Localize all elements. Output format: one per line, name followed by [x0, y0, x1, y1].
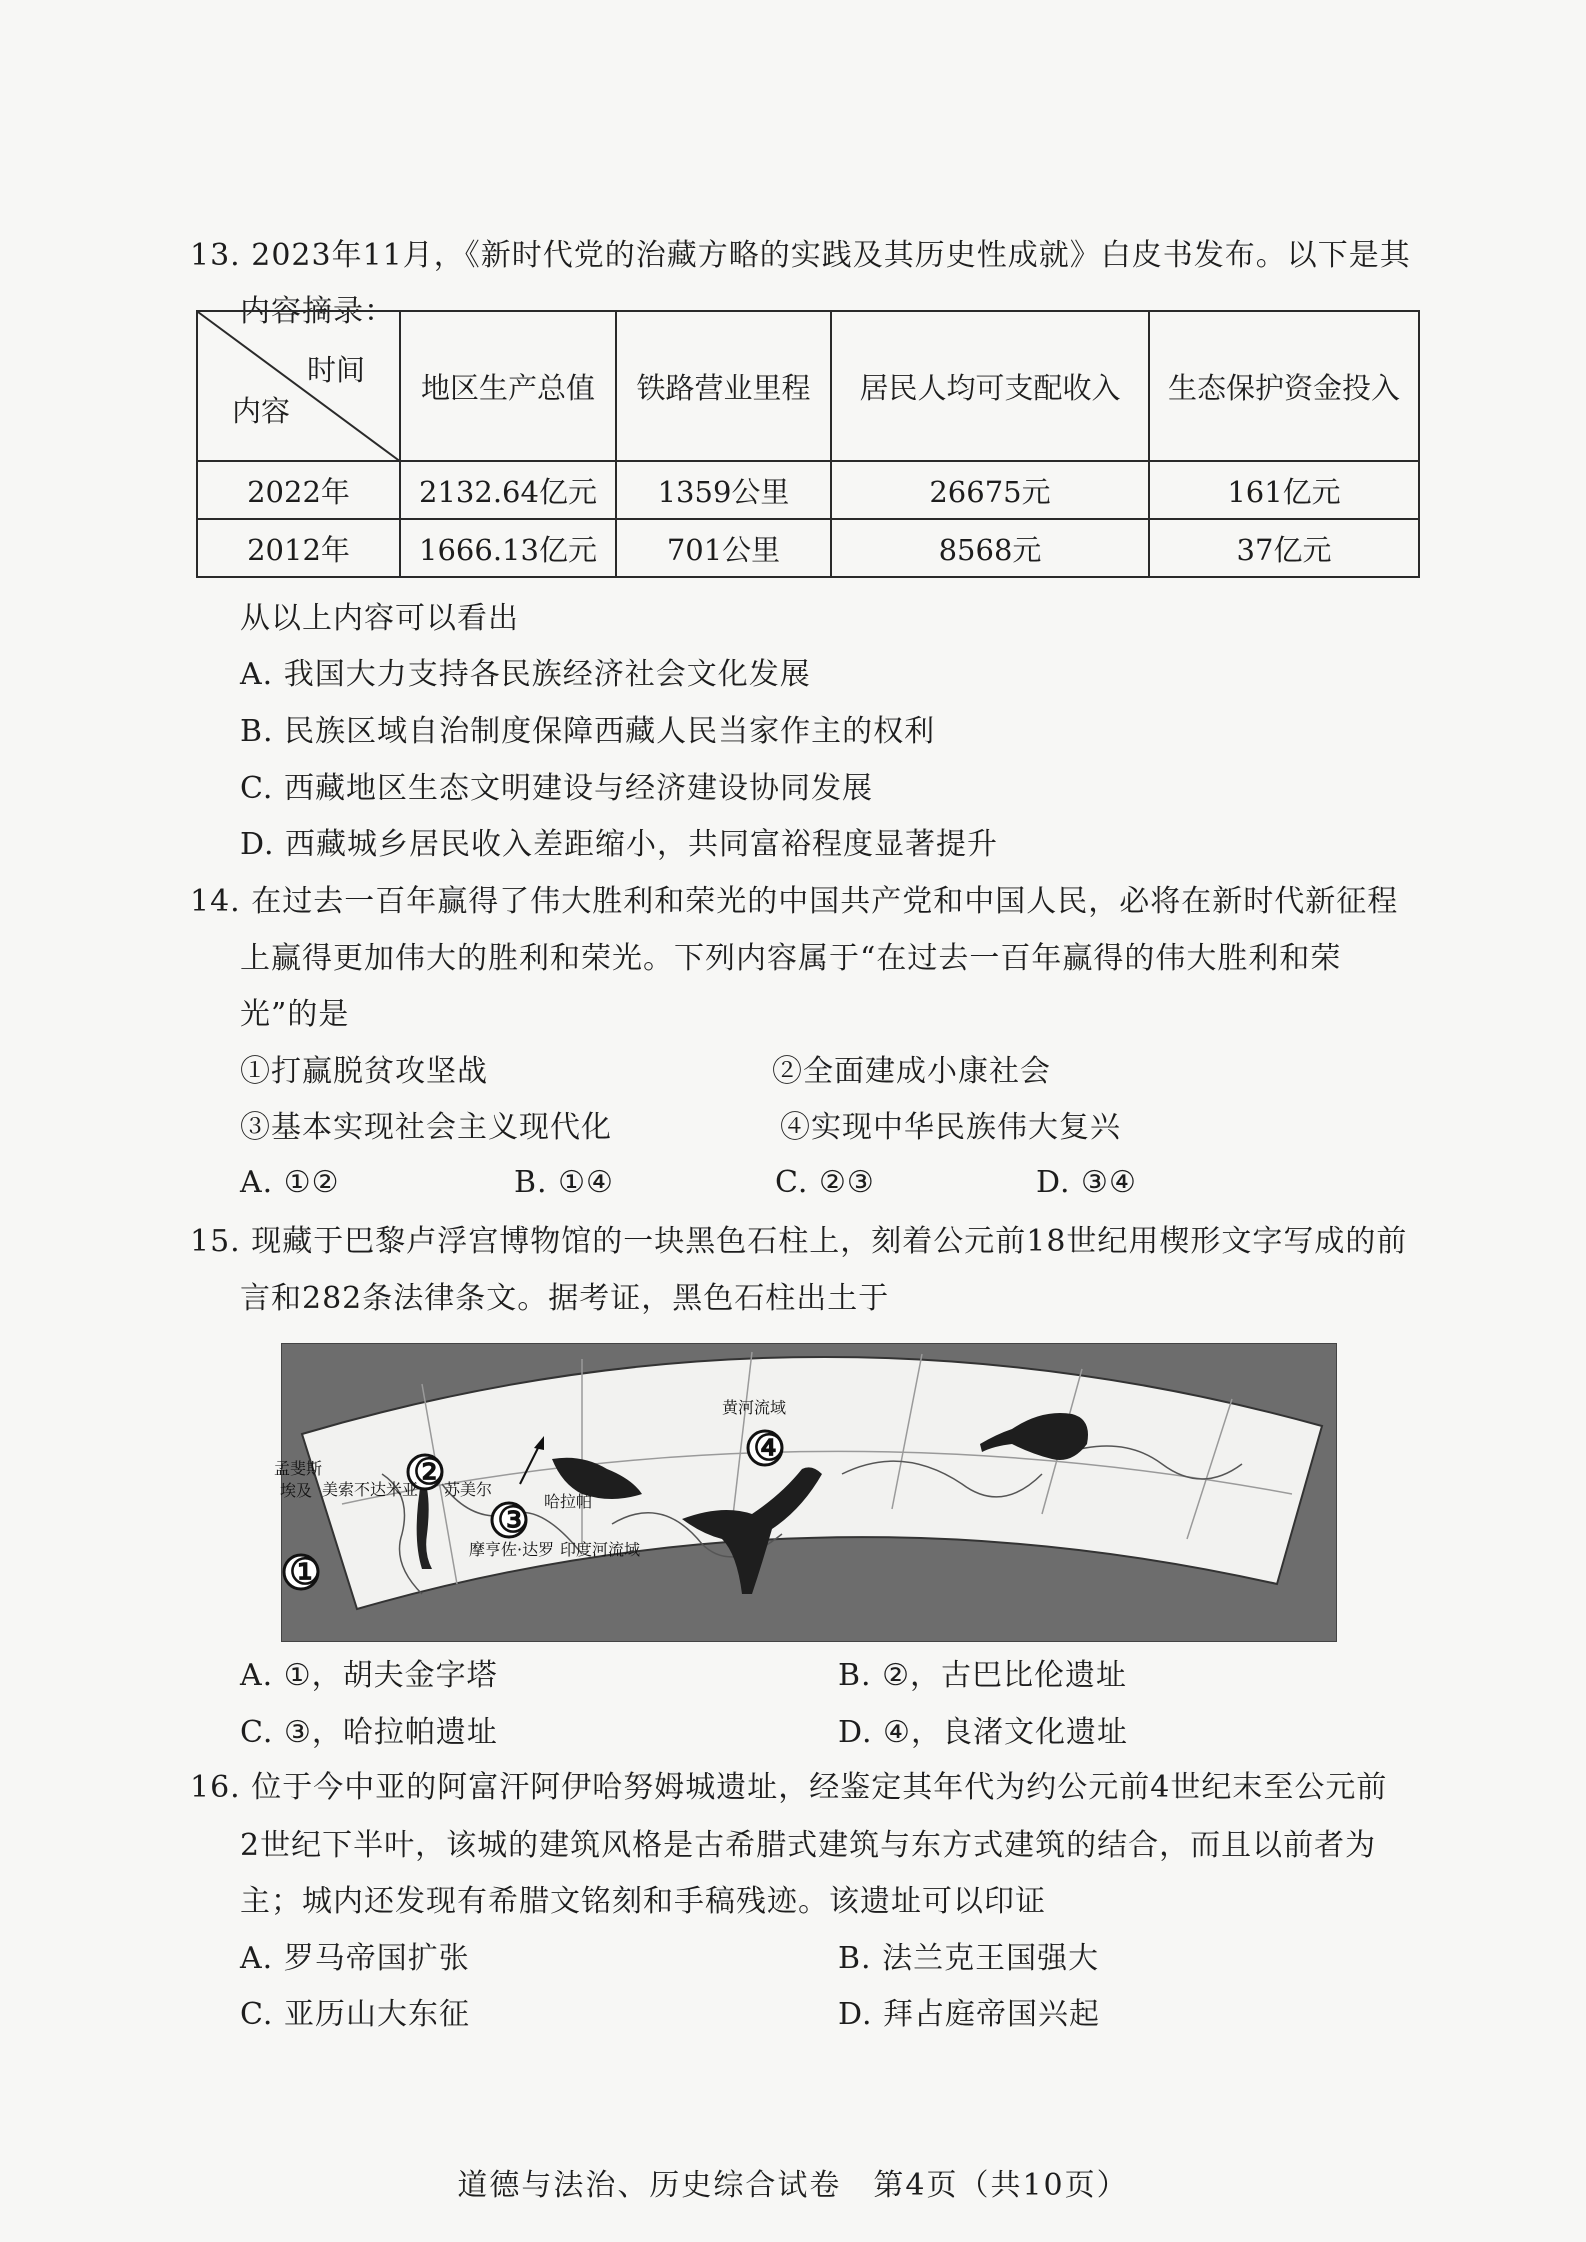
table-cell: 2132.64亿元 [400, 461, 616, 519]
marker-3: ③ [497, 1499, 530, 1541]
q14-item-1: ①打赢脱贫攻坚战 [240, 1054, 488, 1089]
row-year: 2012年 [197, 519, 400, 577]
q13-stem: 从以上内容可以看出 [240, 601, 519, 636]
label-egypt: 埃及 [280, 1481, 313, 1500]
label-harappa: 哈拉帕 [544, 1492, 593, 1511]
marker-2: ② [413, 1451, 446, 1493]
ancient-civilizations-map [274, 1343, 1337, 1642]
page-footer: 道德与法治、历史综合试卷 第4页（共10页） [457, 2168, 1129, 2203]
table-cell: 701公里 [616, 519, 831, 577]
q14-line2: 上赢得更加伟大的胜利和荣光。下列内容属于“在过去一百年赢得的伟大胜利和荣 [240, 941, 1342, 976]
q14-item-2: ②全面建成小康社会 [772, 1054, 1051, 1089]
label-mesopotamia: 美索不达米亚 [322, 1480, 419, 1499]
q16-option-a: A. 罗马帝国扩张 [240, 1941, 470, 1976]
table-cell: 161亿元 [1149, 461, 1419, 519]
q13-table [196, 310, 1420, 578]
q15-option-d: D. ④，良渚文化遗址 [838, 1715, 1128, 1750]
diagonal-line [198, 312, 401, 462]
q16-option-b: B. 法兰克王国强大 [838, 1941, 1100, 1976]
q13-line2: 内容摘录： [240, 294, 395, 329]
q15-option-a: A. ①，胡夫金字塔 [240, 1658, 498, 1693]
table-row [197, 461, 1419, 519]
table-cell: 26675元 [831, 461, 1149, 519]
q13-line1: 13. 2023年11月，《新时代党的治藏方略的实践及其历史性成就》白皮书发布。以下是其 [190, 238, 1411, 273]
label-yellow-river: 黄河流域 [722, 1398, 787, 1417]
table-cell: 1666.13亿元 [400, 519, 616, 577]
q14-option-d: D. ③④ [1036, 1165, 1137, 1200]
q15-line1: 15. 现藏于巴黎卢浮宫博物馆的一块黑色石柱上，刻着公元前18世纪用楔形文字写成的前 [190, 1224, 1408, 1259]
table-header: 居民人均可支配收入 [831, 311, 1149, 461]
table-header: 铁路营业里程 [616, 311, 831, 461]
q16-option-c: C. 亚历山大东征 [240, 1997, 470, 2032]
table-header: 地区生产总值 [400, 311, 616, 461]
q14-line3: 光”的是 [240, 997, 350, 1032]
q13-option-c: C. 西藏地区生态文明建设与经济建设协同发展 [240, 771, 873, 806]
q15-option-b: B. ②，古巴比伦遗址 [838, 1658, 1128, 1693]
corner-bottom-label: 内容 [232, 394, 291, 428]
table-header: 生态保护资金投入 [1149, 311, 1419, 461]
q14-line1: 14. 在过去一百年赢得了伟大胜利和荣光的中国共产党和中国人民，必将在新时代新征程 [190, 884, 1399, 919]
q14-option-a: A. ①② [240, 1165, 340, 1200]
q15-option-c: C. ③，哈拉帕遗址 [240, 1715, 498, 1750]
marker-1: ① [289, 1551, 322, 1593]
q13-option-a: A. 我国大力支持各民族经济社会文化发展 [240, 657, 811, 692]
q14-item-3: ③基本实现社会主义现代化 [240, 1110, 612, 1145]
marker-4: ④ [753, 1427, 786, 1469]
table-row [197, 519, 1419, 577]
q16-line1: 16. 位于今中亚的阿富汗阿伊哈努姆城遗址，经鉴定其年代为约公元前4世纪末至公元前 [190, 1770, 1388, 1805]
table-corner-cell [197, 311, 400, 461]
q13-option-d: D. 西藏城乡居民收入差距缩小，共同富裕程度显著提升 [240, 827, 999, 862]
row-year: 2022年 [197, 461, 400, 519]
q13-option-b: B. 民族区域自治制度保障西藏人民当家作主的权利 [240, 714, 936, 749]
q16-line2: 2世纪下半叶，该城的建筑风格是古希腊式建筑与东方式建筑的结合，而且以前者为 [240, 1828, 1377, 1863]
label-memphis: 孟斐斯 [274, 1459, 323, 1478]
q14-option-c: C. ②③ [775, 1165, 875, 1200]
q16-line3: 主；城内还发现有希腊文铭刻和手稿残迹。该遗址可以印证 [240, 1884, 1046, 1919]
label-sumer: 苏美尔 [444, 1480, 493, 1499]
label-mohenjo: 摩亨佐·达罗 [469, 1540, 555, 1559]
q15-line2: 言和282条法律条文。据考证，黑色石柱出土于 [240, 1281, 890, 1316]
q14-item-4: ④实现中华民族伟大复兴 [780, 1110, 1121, 1145]
label-indus: 印度河流域 [560, 1540, 641, 1559]
table-cell: 37亿元 [1149, 519, 1419, 577]
q14-option-b: B. ①④ [514, 1165, 614, 1200]
table-cell: 8568元 [831, 519, 1149, 577]
q16-option-d: D. 拜占庭帝国兴起 [838, 1997, 1101, 2032]
table-cell: 1359公里 [616, 461, 831, 519]
corner-top-label: 时间 [306, 353, 365, 387]
